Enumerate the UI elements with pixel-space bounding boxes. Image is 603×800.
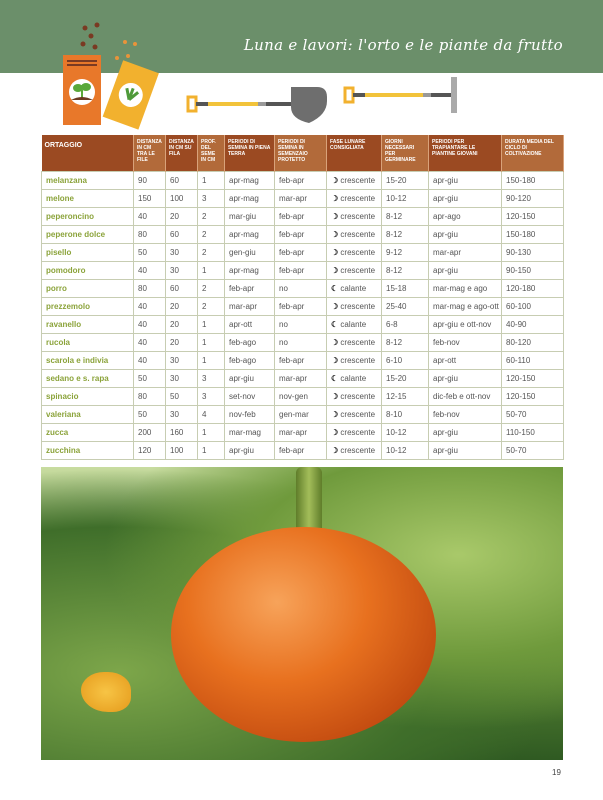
table-cell: 4	[198, 406, 225, 424]
table-cell	[327, 388, 382, 406]
table-cell: apr-mag	[225, 190, 275, 208]
table-row	[42, 208, 564, 226]
table-cell: 8-12	[382, 262, 429, 280]
table-cell: apr-mag	[225, 226, 275, 244]
vegetable-name: rucola	[42, 334, 134, 352]
vegetable-name: zucca	[42, 424, 134, 442]
column-header: DISTANZA IN CM SU FILA	[166, 135, 198, 172]
table-cell: feb-ago	[225, 334, 275, 352]
table-cell	[327, 226, 382, 244]
table-cell: 15-20	[382, 370, 429, 388]
table-cell: 3	[198, 388, 225, 406]
moon-calante-icon: ☾	[331, 320, 341, 329]
table-cell	[327, 442, 382, 460]
table-cell: 60	[166, 172, 198, 190]
table-cell: 20	[166, 316, 198, 334]
table-cell: 1	[198, 424, 225, 442]
table-cell: feb-nov	[429, 334, 502, 352]
moon-crescente-icon: ☽	[331, 410, 341, 419]
table-cell: 200	[134, 424, 166, 442]
table-cell: 10-12	[382, 190, 429, 208]
table-row	[42, 262, 564, 280]
table-cell: 100	[166, 190, 198, 208]
table-cell: mar-apr	[275, 370, 327, 388]
vegetable-table	[41, 135, 564, 460]
table-cell: 40	[134, 208, 166, 226]
table-cell: mar-apr	[429, 244, 502, 262]
moon-crescente-icon: ☽	[331, 212, 341, 221]
vegetable-name: valeriana	[42, 406, 134, 424]
moon-crescente-icon: ☽	[331, 338, 341, 347]
table-cell	[327, 424, 382, 442]
table-cell: 80-120	[502, 334, 564, 352]
table-cell	[327, 172, 382, 190]
table-cell: no	[275, 334, 327, 352]
table-cell: 10-12	[382, 442, 429, 460]
table-cell: 20	[166, 298, 198, 316]
vegetable-name: pisello	[42, 244, 134, 262]
table-cell: apr-ott	[225, 316, 275, 334]
table-cell: 110-150	[502, 424, 564, 442]
vegetable-name: peperoncino	[42, 208, 134, 226]
moon-phase: crescente	[340, 356, 376, 365]
vegetable-name: ravanello	[42, 316, 134, 334]
table-cell: 60-110	[502, 352, 564, 370]
table-row	[42, 388, 564, 406]
table-cell: mar-apr	[275, 424, 327, 442]
moon-calante-icon: ☾	[331, 284, 341, 293]
table-cell: 60-100	[502, 298, 564, 316]
pumpkin-photo	[41, 467, 563, 760]
moon-phase: crescente	[340, 302, 376, 311]
column-header: PROF. DEL SEME IN CM	[198, 135, 225, 172]
moon-phase: calante	[340, 374, 367, 383]
pumpkin-flower	[81, 672, 131, 712]
table-cell: gen-mar	[275, 406, 327, 424]
table-cell: 12-15	[382, 388, 429, 406]
table-cell: 15-20	[382, 172, 429, 190]
table-cell: 30	[166, 244, 198, 262]
table-cell: 8-12	[382, 226, 429, 244]
table-cell: 9-12	[382, 244, 429, 262]
table-cell: 10-12	[382, 424, 429, 442]
moon-phase: crescente	[340, 176, 376, 185]
table-row	[42, 442, 564, 460]
moon-phase: calante	[340, 284, 367, 293]
table-cell: apr-giu	[429, 442, 502, 460]
table-cell: 8-10	[382, 406, 429, 424]
table-cell: 120-150	[502, 208, 564, 226]
table-cell: no	[275, 280, 327, 298]
table-cell: 90-120	[502, 190, 564, 208]
moon-phase: crescente	[340, 194, 376, 203]
vegetable-name: peperone dolce	[42, 226, 134, 244]
page-title: Luna e lavori: l'orto e le piante da frutto	[243, 36, 563, 54]
table-cell: 1	[198, 262, 225, 280]
table-cell: 15-18	[382, 280, 429, 298]
moon-phase: crescente	[340, 446, 376, 455]
table-row	[42, 190, 564, 208]
table-cell: 30	[166, 262, 198, 280]
table-cell: mar-giu	[225, 208, 275, 226]
seed-packets-icon	[55, 20, 165, 130]
table-cell: 2	[198, 298, 225, 316]
table-cell: 80	[134, 226, 166, 244]
moon-phase: crescente	[340, 428, 376, 437]
moon-phase: crescente	[340, 230, 376, 239]
table-row	[42, 334, 564, 352]
table-row	[42, 352, 564, 370]
column-header: PERIODI DI SEMINA IN PIENA TERRA	[225, 135, 275, 172]
table-cell: apr-giu	[429, 172, 502, 190]
moon-crescente-icon: ☽	[331, 248, 341, 257]
table-row	[42, 244, 564, 262]
vegetable-name: melone	[42, 190, 134, 208]
table-cell: no	[275, 316, 327, 334]
shovel-and-rake-icon	[185, 75, 475, 125]
table-cell: 120-180	[502, 280, 564, 298]
table-cell: set-nov	[225, 388, 275, 406]
vegetable-name: spinacio	[42, 388, 134, 406]
table-cell: feb-apr	[275, 352, 327, 370]
table-cell: 30	[166, 352, 198, 370]
table-row	[42, 172, 564, 190]
table-cell: 60	[166, 280, 198, 298]
column-header: GIORNI NECESSARI PER GERMINARE	[382, 135, 429, 172]
table-cell: feb-apr	[275, 244, 327, 262]
table-cell: gen-giu	[225, 244, 275, 262]
table-cell: apr-giu	[429, 262, 502, 280]
table-cell	[327, 244, 382, 262]
vegetable-name: sedano e s. rapa	[42, 370, 134, 388]
table-cell: 40	[134, 298, 166, 316]
table-cell: 20	[166, 208, 198, 226]
table-cell: mar-apr	[225, 298, 275, 316]
table-cell: 40	[134, 262, 166, 280]
table-cell: mar-mag e ago-ott	[429, 298, 502, 316]
table-cell: mar-apr	[275, 190, 327, 208]
table-cell	[327, 280, 382, 298]
moon-phase: crescente	[340, 392, 376, 401]
table-row	[42, 226, 564, 244]
table-cell: feb-apr	[275, 208, 327, 226]
table-row	[42, 406, 564, 424]
table-cell: dic-feb e ott-nov	[429, 388, 502, 406]
table-cell: 2	[198, 244, 225, 262]
table-cell: apr-ago	[429, 208, 502, 226]
moon-phase: crescente	[340, 212, 376, 221]
table-cell: 2	[198, 280, 225, 298]
table-cell: 50-70	[502, 442, 564, 460]
table-cell: 20	[166, 334, 198, 352]
table-cell: apr-giu e ott-nov	[429, 316, 502, 334]
table-cell: apr-giu	[429, 226, 502, 244]
table-cell: 8-12	[382, 334, 429, 352]
table-cell	[327, 262, 382, 280]
table-cell: 120	[134, 442, 166, 460]
table-cell: 3	[198, 190, 225, 208]
moon-crescente-icon: ☽	[331, 356, 341, 365]
moon-phase: crescente	[340, 410, 376, 419]
pumpkin	[171, 527, 436, 742]
table-cell: apr-giu	[225, 442, 275, 460]
moon-crescente-icon: ☽	[331, 428, 341, 437]
table-cell: 90	[134, 172, 166, 190]
table-cell: apr-giu	[429, 424, 502, 442]
table-cell: 1	[198, 172, 225, 190]
table-cell: feb-nov	[429, 406, 502, 424]
table-cell: apr-giu	[225, 370, 275, 388]
table-row	[42, 370, 564, 388]
table-cell: 50-70	[502, 406, 564, 424]
table-cell: apr-giu	[429, 190, 502, 208]
table-cell: feb-apr	[275, 442, 327, 460]
table-row	[42, 424, 564, 442]
table-cell: 40-90	[502, 316, 564, 334]
moon-crescente-icon: ☽	[331, 230, 341, 239]
vegetable-name: scarola e indivia	[42, 352, 134, 370]
table-cell	[327, 316, 382, 334]
table-cell: feb-apr	[225, 280, 275, 298]
table-cell	[327, 298, 382, 316]
table-cell: 150-180	[502, 172, 564, 190]
table-cell: apr-mag	[225, 172, 275, 190]
moon-phase: calante	[340, 320, 367, 329]
table-cell: 80	[134, 388, 166, 406]
table-cell	[327, 208, 382, 226]
table-cell: feb-apr	[275, 226, 327, 244]
column-header: DISTANZA IN CM TRA LE FILE	[134, 135, 166, 172]
table-cell: feb-apr	[275, 298, 327, 316]
column-header: DURATA MEDIA DEL CICLO DI COLTIVAZIONE	[502, 135, 564, 172]
table-cell: 80	[134, 280, 166, 298]
table-cell: 150	[134, 190, 166, 208]
table-cell: 6-10	[382, 352, 429, 370]
table-cell: 6-8	[382, 316, 429, 334]
table-cell: 50	[166, 388, 198, 406]
moon-phase: crescente	[340, 338, 376, 347]
moon-crescente-icon: ☽	[331, 266, 341, 275]
table-cell: 60	[166, 226, 198, 244]
table-cell	[327, 190, 382, 208]
table-cell: 50	[134, 406, 166, 424]
table-cell: 30	[166, 370, 198, 388]
table-cell: 90-130	[502, 244, 564, 262]
table-cell: apr-ott	[429, 352, 502, 370]
table-cell	[327, 352, 382, 370]
table-cell: feb-ago	[225, 352, 275, 370]
table-cell: 100	[166, 442, 198, 460]
table-cell: 150-180	[502, 226, 564, 244]
table-cell: apr-giu	[429, 370, 502, 388]
moon-calante-icon: ☾	[331, 374, 341, 383]
column-header: FASE LUNARE CONSIGLIATA	[327, 135, 382, 172]
vegetable-name: melanzana	[42, 172, 134, 190]
table-cell: mar-mag	[225, 424, 275, 442]
table-row	[42, 298, 564, 316]
table-cell: 1	[198, 334, 225, 352]
moon-crescente-icon: ☽	[331, 194, 341, 203]
vegetable-name: zucchina	[42, 442, 134, 460]
table-cell: feb-apr	[275, 262, 327, 280]
table-cell: 160	[166, 424, 198, 442]
moon-phase: crescente	[340, 266, 376, 275]
table-cell: feb-apr	[275, 172, 327, 190]
moon-crescente-icon: ☽	[331, 176, 341, 185]
moon-phase: crescente	[340, 248, 376, 257]
moon-crescente-icon: ☽	[331, 446, 341, 455]
table-cell: 2	[198, 226, 225, 244]
table-cell	[327, 406, 382, 424]
table-cell	[327, 370, 382, 388]
column-header: PERIODI PER TRAPIANTARE LE PIANTINE GIOVANI	[429, 135, 502, 172]
table-cell: 40	[134, 316, 166, 334]
moon-crescente-icon: ☽	[331, 302, 341, 311]
table-row	[42, 280, 564, 298]
table-cell: 8-12	[382, 208, 429, 226]
table-cell: apr-mag	[225, 262, 275, 280]
table-row	[42, 316, 564, 334]
vegetable-name: pomodoro	[42, 262, 134, 280]
column-header: PERIODI DI SEMINA IN SEMENZAIO PROTETTO	[275, 135, 327, 172]
table-cell: 40	[134, 352, 166, 370]
table-cell: nov-gen	[275, 388, 327, 406]
page-number: 19	[552, 768, 561, 777]
table-cell: 3	[198, 370, 225, 388]
column-header: ORTAGGIO	[42, 135, 134, 172]
moon-crescente-icon: ☽	[331, 392, 341, 401]
table-cell: 40	[134, 334, 166, 352]
table-cell: 30	[166, 406, 198, 424]
table-cell: 2	[198, 208, 225, 226]
table-cell: 50	[134, 244, 166, 262]
table-cell: 50	[134, 370, 166, 388]
table-cell: 120-150	[502, 370, 564, 388]
vegetable-name: porro	[42, 280, 134, 298]
table-cell	[327, 334, 382, 352]
table-cell: 1	[198, 442, 225, 460]
vegetable-name: prezzemolo	[42, 298, 134, 316]
table-cell: 1	[198, 352, 225, 370]
table-cell: mar-mag e ago	[429, 280, 502, 298]
table-cell: 1	[198, 316, 225, 334]
table-cell: 90-150	[502, 262, 564, 280]
table-cell: nov-feb	[225, 406, 275, 424]
table-cell: 25-40	[382, 298, 429, 316]
table-cell: 120-150	[502, 388, 564, 406]
